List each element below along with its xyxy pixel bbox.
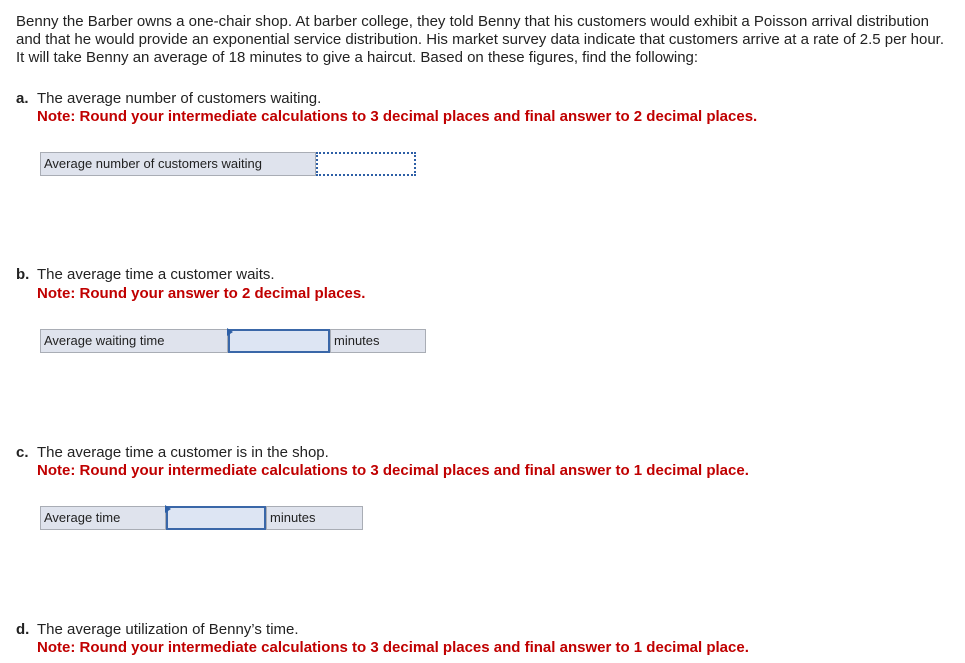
answer-row-b <box>40 329 426 353</box>
question-b <box>16 266 275 284</box>
answer-label-b: Average waiting time <box>40 329 228 353</box>
avg-waiting-time-input[interactable] <box>228 329 330 353</box>
avg-customers-waiting-input[interactable] <box>316 152 416 176</box>
question-a-letter: a. <box>16 90 29 107</box>
unit-label-b: minutes <box>330 329 426 353</box>
answer-row-c <box>40 506 363 530</box>
answer-label-c: Average time <box>40 506 166 530</box>
question-d <box>16 621 299 639</box>
note-d: Note: Round your intermediate calculations to 3 decimal places and final answer to 1 decimal place. <box>37 639 749 656</box>
note-a: Note: Round your intermediate calculations to 3 decimal places and final answer to 2 decimal places. <box>37 108 758 125</box>
question-a-text: The average number of customers waiting. <box>37 90 322 107</box>
answer-row-a <box>40 152 416 176</box>
question-c <box>16 444 329 462</box>
question-b-letter: b. <box>16 266 30 283</box>
question-c-letter: c. <box>16 444 29 461</box>
note-b: Note: Round your answer to 2 decimal places. <box>37 285 366 302</box>
problem-statement: Benny the Barber owns a one-chair shop. At barber college, they told Benny that his customers would exhibit a Poisson arrival distribution and that he would provide an exponential service distribution. His market survey data indicate that customers arrive at a rate of 2.5 per hour. It will take Benny an average of 18 minutes to give a haircut. Based on these figures, find the following: <box>16 13 945 66</box>
question-d-letter: d. <box>16 621 30 638</box>
question-a <box>16 90 321 108</box>
avg-time-in-shop-input[interactable] <box>166 506 266 530</box>
avg-time-in-shop-input-wrap <box>166 506 266 530</box>
question-d-text: The average utilization of Benny’s time. <box>37 621 299 638</box>
question-c-text: The average time a customer is in the shop. <box>37 444 329 461</box>
unit-label-c: minutes <box>266 506 363 530</box>
note-c: Note: Round your intermediate calculations to 3 decimal places and final answer to 1 decimal place. <box>37 462 749 479</box>
answer-label-a: Average number of customers waiting <box>40 152 316 176</box>
question-b-text: The average time a customer waits. <box>37 266 275 283</box>
avg-waiting-time-input-wrap <box>228 329 330 353</box>
